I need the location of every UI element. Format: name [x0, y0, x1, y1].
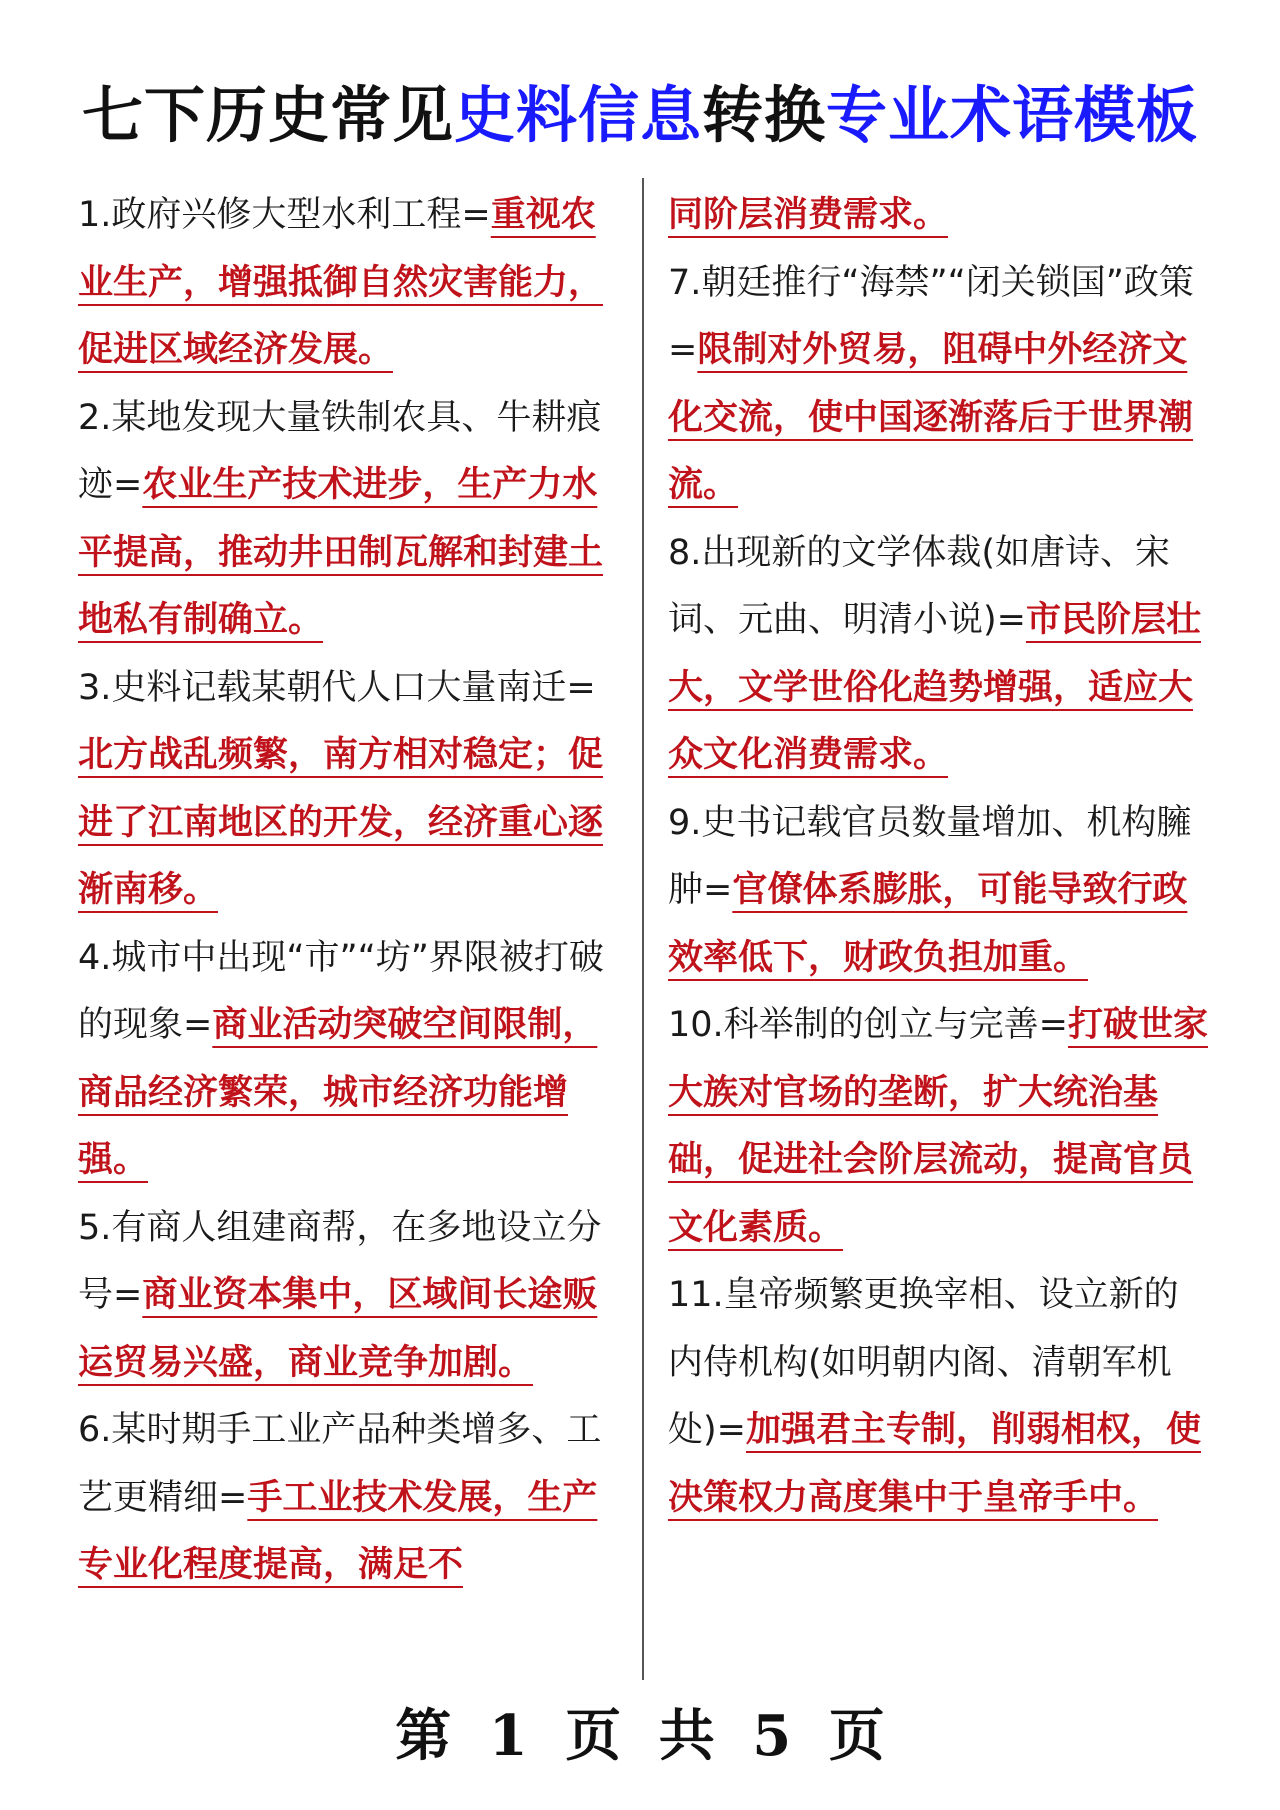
title-part-1: 七下历史常见 — [81, 80, 454, 151]
list-item — [668, 790, 1208, 993]
left-column — [78, 182, 618, 1600]
item-question: 10.科举制的创立与完善= — [668, 1005, 1068, 1045]
item-answer: 商业活动突破空间限制，商品经济繁荣，城市经济功能增强。 — [78, 1005, 598, 1180]
page-title — [0, 82, 1280, 149]
item-answer: 农业生产技术进步，生产力水平提高，推动井田制瓦解和封建土地私有制确立。 — [78, 465, 604, 640]
list-item — [78, 385, 618, 655]
item-answer: 同阶层消费需求。 — [668, 195, 949, 235]
item-question: 5.有商人组建商帮，在多地设立分号= — [78, 1207, 602, 1315]
item-question: 6.某时期手工业产品种类增多、工艺更精细= — [78, 1410, 602, 1518]
page-number: 第 1 页 共 5 页 — [395, 1703, 885, 1769]
item-answer: 官僚体系膨胀，可能导致行政效率低下，财政负担加重。 — [668, 870, 1188, 978]
item-answer: 重视农业生产，增强抵御自然灾害能力，促进区域经济发展。 — [78, 195, 604, 370]
item-answer: 商业资本集中，区域间长途贩运贸易兴盛，商业竞争加剧。 — [78, 1275, 598, 1383]
item-answer: 打破世家大族对官场的垄断，扩大统治基础，促进社会阶层流动，提高官员文化素质。 — [668, 1005, 1209, 1248]
item-question: 4.城市中出现“市”“坊”界限被打破的现象= — [78, 937, 604, 1045]
item-answer: 市民阶层壮大，文学世俗化趋势增强，适应大众文化消费需求。 — [668, 600, 1201, 775]
item-question: 9.史书记载官员数量增加、机构臃肿= — [668, 802, 1192, 910]
list-item — [668, 1262, 1208, 1532]
list-item — [78, 1195, 618, 1398]
list-item — [78, 1397, 618, 1600]
column-divider — [642, 178, 644, 1680]
item-answer: 限制对外贸易，阻碍中外经济文化交流，使中国逐渐落后于世界潮流。 — [668, 330, 1194, 505]
list-item — [78, 925, 618, 1195]
item-question: 3.史料记载某朝代人口大量南迁= — [78, 667, 596, 708]
list-item — [78, 655, 618, 925]
list-item — [668, 992, 1208, 1262]
title-part-4: 专业术语模板 — [826, 80, 1199, 151]
title-part-3: 转换 — [702, 80, 827, 151]
list-item — [78, 182, 618, 385]
item-question: 1.政府兴修大型水利工程= — [78, 195, 491, 235]
list-item — [668, 250, 1208, 520]
item-question: 8.出现新的文学体裁(如唐诗、宋词、元曲、明清小说)= — [668, 532, 1171, 640]
item-answer: 手工业技术发展，生产专业化程度提高，满足不 — [78, 1477, 598, 1585]
item-question: 7.朝廷推行“海禁”“闭关锁国”政策= — [668, 262, 1194, 370]
item-answer: 北方战乱频繁，南方相对稳定；促进了江南地区的开发，经济重心逐渐南移。 — [78, 735, 604, 910]
item-question: 11.皇帝频繁更换宰相、设立新的内侍机构(如明朝内阁、清朝军机处)= — [668, 1275, 1179, 1450]
list-item — [668, 182, 1208, 250]
right-column — [668, 182, 1208, 1532]
list-item — [668, 520, 1208, 790]
item-answer: 加强君主专制，削弱相权，使决策权力高度集中于皇帝手中。 — [668, 1410, 1201, 1518]
title-part-2: 史料信息 — [453, 80, 702, 151]
item-question: 2.某地发现大量铁制农具、牛耕痕迹= — [78, 397, 602, 505]
